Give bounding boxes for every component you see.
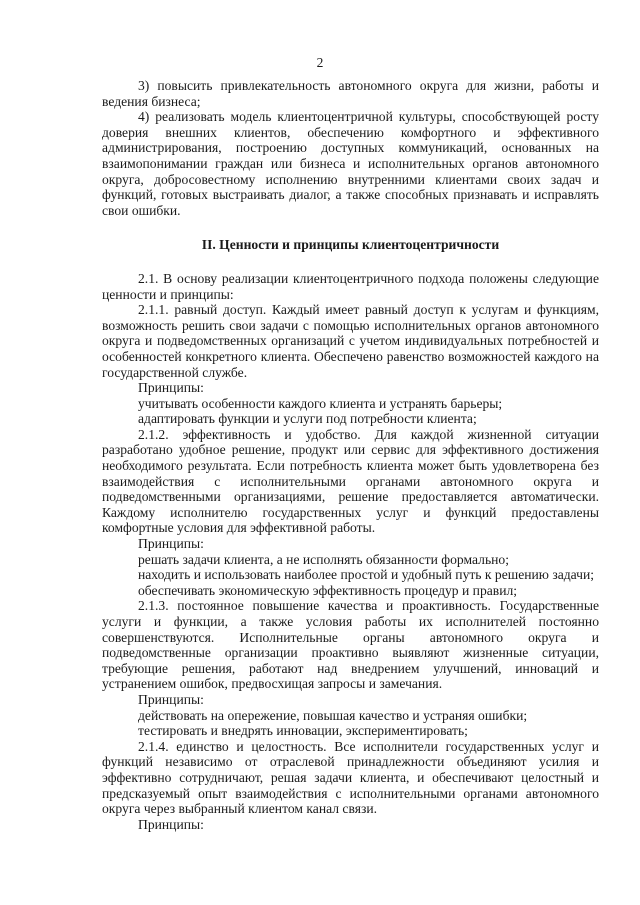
paragraph-goal-3: 3) повысить привлекательность автономного округа для жизни, работы и ведения бизнеса; [102,78,599,109]
principle-item: тестировать и внедрять инновации, экспериментировать; [138,723,468,739]
paragraph-2-1-1: 2.1.1. равный доступ. Каждый имеет равный доступ к услугам и функциям, возможность решить свои задачи с помощью исполнительных органов автономного округа и подведомственных организаций с учетом индивидуальных потребностей и особенностей конкретного клиента. Обеспечено равенство возможностей каждого на государственной службе. [102,302,599,380]
paragraph-2-1: 2.1. В основу реализации клиентоцентричного подхода положены следующие ценности и принципы: [102,270,599,302]
principles-label: Принципы: [138,536,204,552]
paragraph-2-1-4: 2.1.4. единство и целостность. Все исполнители государственных услуг и функций независимо от отраслевой принадлежности объединяют усилия и эффективно сотрудничают, решая задачи клиента, и обеспечивают целостный и предсказуемый опыт взаимодействия с исполнительными органами автономного округа через выбранный клиентом канал связи. [102,738,599,817]
section-heading: II. Ценности и принципы клиентоцентричности [201,237,500,253]
principle-item: обеспечивать экономическую эффективность процедур и правил; [138,582,518,598]
page-number: 2 [316,55,324,70]
document-body [102,78,599,832]
principles-label: Принципы: [138,380,204,396]
principle-item: действовать на опережение, повышая качество и устраняя ошибки; [138,707,528,723]
principle-item: решать задачи клиента, а не исполнять обязанности формально; [138,551,509,567]
principle-item: адаптировать функции и услуги под потребности клиента; [138,411,477,427]
paragraph-2-1-3: 2.1.3. постоянное повышение качества и проактивность. Государственные услуги и функции, а также условия работы их исполнителей постоянно совершенствуются. Исполнительные органы автономного округа и подведомственные организации проактивно выявляют жизненные ситуации, требующие решения, работают над внедрением улучшений, инноваций и устранением ошибок, предвосхищая запросы и замечания. [102,598,599,692]
principles-label: Принципы: [138,816,204,832]
paragraph-2-1-2: 2.1.2. эффективность и удобство. Для каждой жизненной ситуации разработано удобное решение, продукт или сервис для эффективного достижения необходимого результата. Если потребность клиента может быть удовлетворена без взаимодействия с исполнительными органами автономного округа и подведомственными организациями, решение предоставляется автоматически. Каждому исполнителю государственных услуг и функций предоставлены комфортные условия для эффективной работы. [102,426,599,536]
paragraph-goal-4: 4) реализовать модель клиентоцентричной культуры, способствующей росту доверия внешних клиентов, обеспечению комфортного и эффективного администрирования, построению доступных коммуникаций, основанных на взаимопонимании граждан или бизнеса и исполнительных органов автономного округа, добросовестному исполнению внутренними клиентами своих задач и функций, готовых выстраивать диалог, а также способных признавать и исправлять свои ошибки. [102,109,599,218]
principle-item: находить и использовать наиболее простой и удобный путь к решению задачи; [138,567,595,583]
principle-item: учитывать особенности каждого клиента и устранять барьеры; [138,395,503,411]
principles-label: Принципы: [138,691,204,707]
